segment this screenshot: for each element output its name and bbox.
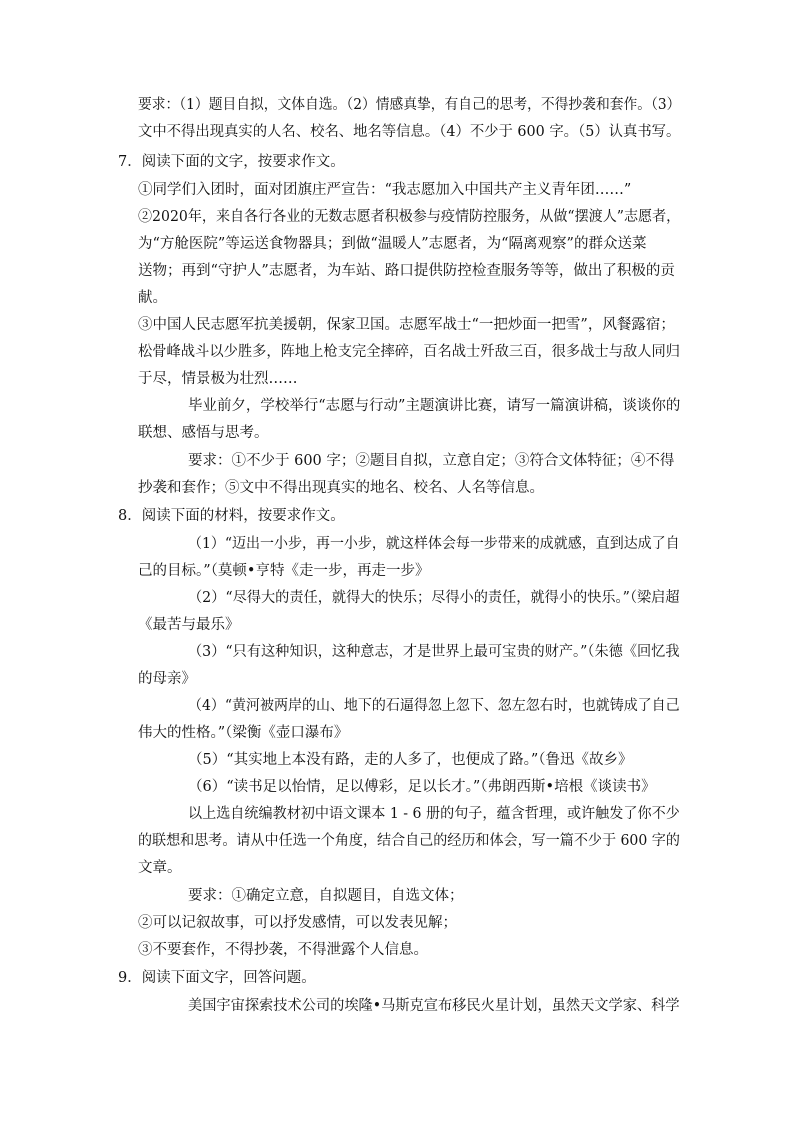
q8-quote-3-cont: 的母亲》 (138, 671, 196, 687)
q7-material-2: ②2020年，来自各行各业的无数志愿者积极参与疫情防控服务，从做“摆渡人”志愿者， (138, 209, 681, 225)
q8-quote-4-cont: 伟大的性格。”（梁衡《壶口瀑布》 (138, 725, 349, 741)
q8-requirements-cont: ②可以记叙故事，可以抒发感情，可以发表见解； (138, 915, 457, 931)
q8-quote-1-cont: 己的目标。”（莫顿•亨特《走一步，再走一步》 (138, 563, 430, 579)
q8-prompt: 以上选自统编教材初中语文课本 1 - 6 册的句子，蕴含哲理，或许触发了你不少 (188, 806, 680, 822)
q7-material-2-cont: 为“方舱医院”等运送食物器具；到做“温暖人”志愿者，为“隔离观察”的群众送菜 (138, 236, 647, 252)
q7-material-2-cont: 送物；再到“守护人”志愿者，为车站、路口提供防控检查服务等等，做出了积极的贡 (138, 263, 675, 279)
q8-quote-1: （1）“迈出一小步，再一小步，就这样体会每一步带来的成就感，直到达成了自 (188, 536, 680, 552)
q8-quote-2-cont: 《最苦与最乐》 (138, 617, 240, 633)
essay6-requirements-cont: 文中不得出现真实的人名、校名、地名等信息。（4）不少于 600 字。（5）认真书写。 (138, 124, 681, 140)
q8-requirements-cont: ③不要套作，不得抄袭，不得泄露个人信息。 (138, 942, 428, 958)
essay6-requirements: 要求：（1）题目自拟，文体自选。（2）情感真挚，有自己的思考，不得抄袭和套作。（3） (138, 97, 681, 113)
q8-prompt-cont: 文章。 (138, 860, 182, 876)
q8-quote-5: （5）“其实地上本没有路，走的人多了，也便成了路。”（鲁迅《故乡》 (188, 752, 633, 768)
q7-material-3: ③中国人民志愿军抗美援朝，保家卫国。志愿军战士“一把炒面一把雪”，风餐露宿； (138, 317, 675, 333)
q7-prompt-cont: 联想、感悟与思考。 (138, 425, 269, 441)
question-7-heading: 7．阅读下面的文字，按要求作文。 (118, 154, 345, 170)
q8-quote-6: （6）“读书足以怡情，足以傅彩，足以长才。”（弗朗西斯•培根《谈读书》 (188, 779, 656, 795)
q8-requirements: 要求：①确定立意，自拟题目，自选文体； (188, 888, 464, 904)
q8-quote-4: （4）“黄河被两岸的山、地下的石逼得忽上忽下、忽左忽右时，也就铸成了自己 (188, 698, 680, 714)
q9-passage: 美国宇宙探索技术公司的埃隆•马斯克宣布移民火星计划，虽然天文学家、科学 (188, 998, 680, 1014)
question-9-heading: 9．阅读下面文字，回答问题。 (118, 970, 316, 986)
q7-material-3-cont: 松骨峰战斗以少胜多，阵地上枪支完全摔碎，百名战士歼敌三百，很多战士与敌人同归 (138, 344, 681, 360)
q7-requirements-cont: 抄袭和套作；⑤文中不得出现真实的地名、校名、人名等信息。 (138, 480, 544, 496)
q8-quote-2: （2）“尽得大的责任，就得大的快乐；尽得小的责任，就得小的快乐。”（梁启超 (188, 590, 680, 606)
q7-material-3-cont: 于尽，情景极为壮烈…… (138, 371, 298, 387)
q7-material-1: ①同学们入团时，面对团旗庄严宣告：“我志愿加入中国共产主义青年团……” (138, 182, 632, 198)
q7-prompt: 毕业前夕，学校举行“志愿与行动”主题演讲比赛，请写一篇演讲稿，谈谈你的 (188, 398, 681, 414)
q8-prompt-cont: 的联想和思考。请从中任选一个角度，结合自己的经历和体会，写一篇不少于 600 字的 (138, 833, 680, 849)
question-8-heading: 8．阅读下面的材料，按要求作文。 (118, 508, 345, 524)
q8-quote-3: （3）“只有这种知识，这种意志，才是世界上最可宝贵的财产。”（朱德《回忆我 (188, 644, 680, 660)
q7-material-2-cont: 献。 (138, 290, 167, 306)
q7-requirements: 要求：①不少于 600 字；②题目自拟，立意自定；③符合文体特征；④不得 (188, 453, 675, 469)
